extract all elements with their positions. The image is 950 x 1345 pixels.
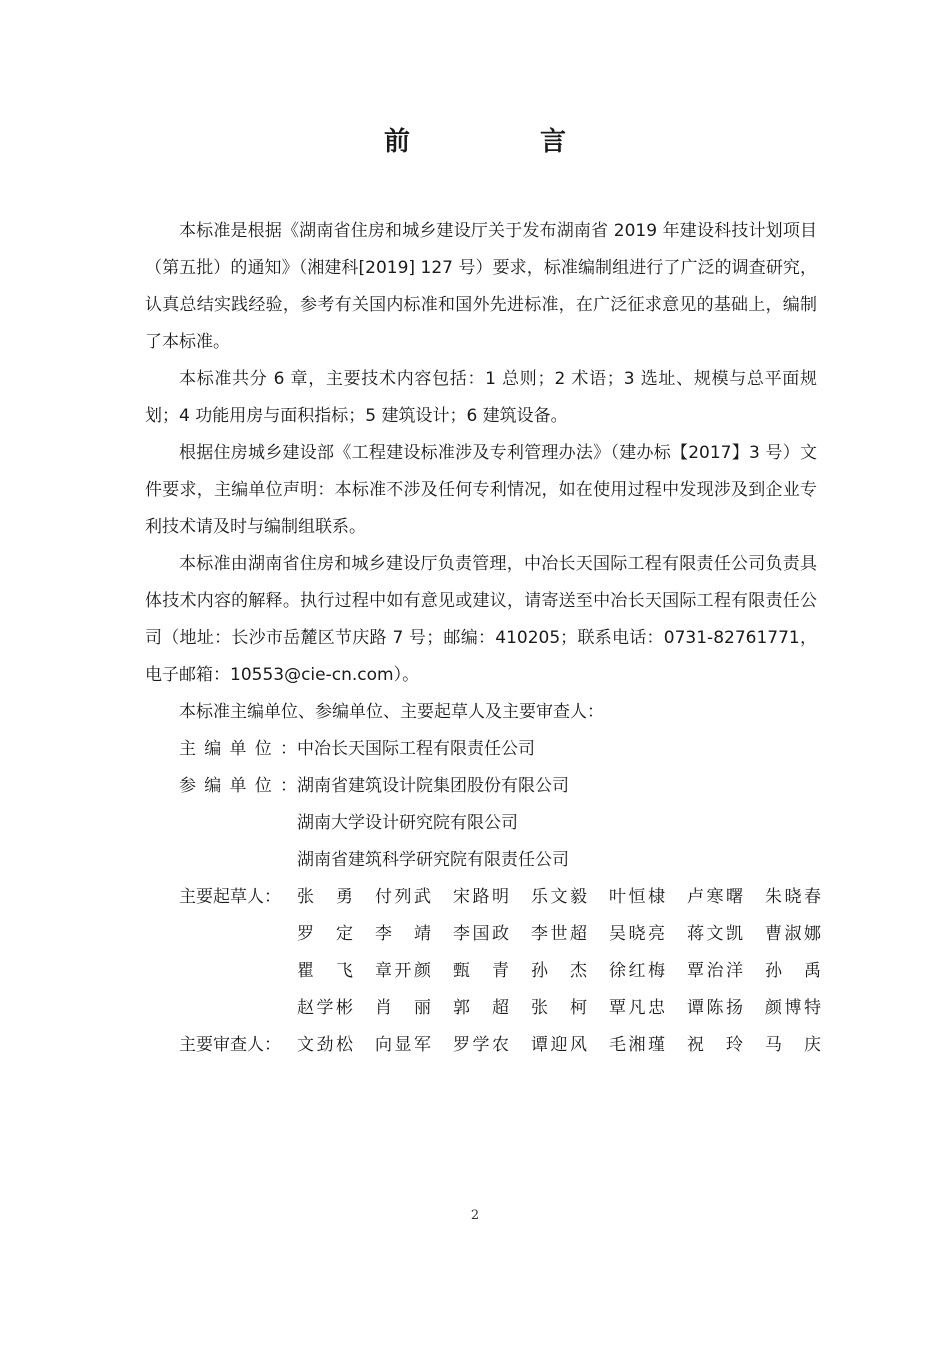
drafter-name: 赵学彬 [297,998,353,1018]
drafter-name: 颜博特 [765,998,821,1018]
participating-units-label: 参 编 单 位 ： [179,776,297,796]
drafter-name: 谭陈扬 [687,998,743,1018]
drafter-name: 李国政 [453,924,509,944]
reviewers-grid [297,1027,843,1064]
drafter-name: 叶恒棣 [609,887,665,907]
reviewer-name: 文劲松 [297,1035,353,1055]
drafter-name: 吴晓亮 [609,924,665,944]
drafter-name: 瞿 飞 [297,961,353,981]
participating-units-row [145,768,817,879]
paragraph-management: 本标准由湖南省住房和城乡建设厅负责管理，中冶长天国际工程有限责任公司负责具体技术内容的解释。执行过程中如有意见或建议，请寄送至中冶长天国际工程有限责任公司（地址：长沙市岳麓区节庆路 7 号；邮编：410205；联系电话：0731-82761771，电子邮箱：10553@cie-cn.com）。 [145,554,817,685]
drafters-row [145,879,821,1027]
drafter-name: 李 靖 [375,924,431,944]
drafter-name: 郭 超 [453,998,509,1018]
reviewer-name: 向显军 [375,1035,431,1055]
chief-unit-label: 主 编 单 位 ： [179,739,297,759]
paragraph-basis: 本标准是根据《湖南省住房和城乡建设厅关于发布湖南省 2019 年建设科技计划项目（第五批）的通知》（湘建科[2019] 127 号）要求，标准编制组进行了广泛的调查研究，认真总结实践经验，参考有关国内标准和国外先进标准，在广泛征求意见的基础上，编制了本标准。 [145,221,817,352]
chief-unit-name: 中冶长天国际工程有限责任公司 [297,739,535,759]
drafter-name: 覃治洋 [687,961,743,981]
drafter-name: 孙 禹 [765,961,821,981]
reviewer-name: 祝 玲 [687,1035,743,1055]
reviewer-name: 毛湘瑾 [609,1035,665,1055]
preface-body [145,213,821,1064]
drafter-name: 章开颜 [375,961,431,981]
reviewers-label: 主要审查人： [179,1035,281,1055]
drafter-name: 徐红梅 [609,961,665,981]
drafter-name: 曹淑娜 [765,924,821,944]
drafter-name: 李世超 [531,924,587,944]
drafter-name: 甄 青 [453,961,509,981]
reviewer-name: 谭迎风 [531,1035,587,1055]
drafter-name: 宋路明 [453,887,509,907]
drafter-name: 肖 丽 [375,998,431,1018]
drafter-name: 付列武 [375,887,431,907]
drafter-name: 孙 杰 [531,961,587,981]
drafter-name: 张 勇 [297,887,353,907]
drafter-name: 罗 定 [297,924,353,944]
drafters-label: 主要起草人： [179,887,281,907]
chief-unit-row [145,731,817,768]
reviewer-name: 罗学农 [453,1035,509,1055]
drafter-name: 卢寒曙 [687,887,743,907]
paragraph-units-intro: 本标准主编单位、参编单位、主要起草人及主要审查人： [179,702,604,722]
paragraph-contents: 本标准共分 6 章，主要技术内容包括：1 总则；2 术语；3 选址、规模与总平面规划；4 功能用房与面积指标；5 建筑设计；6 建筑设备。 [145,369,817,426]
drafter-name: 覃凡忠 [609,998,665,1018]
page-number: 2 [470,1208,480,1223]
chief-unit-names [297,731,535,768]
participating-unit-name: 湖南大学设计研究院有限公司 [297,813,518,833]
reviewers-row [145,1027,821,1064]
reviewer-name: 马 庆 [765,1035,821,1055]
page-title: 前 言 [383,127,618,157]
participating-unit-name: 湖南省建筑设计院集团股份有限公司 [297,776,569,796]
paragraph-patent: 根据住房城乡建设部《工程建设标准涉及专利管理办法》（建办标【2017】3 号）文件要求，主编单位声明：本标准不涉及任何专利情况，如在使用过程中发现涉及到企业专利技术请及时与编制组联系。 [145,443,817,537]
drafter-name: 乐文毅 [531,887,587,907]
drafter-name: 朱晓春 [765,887,821,907]
participating-units-names [297,768,569,879]
drafter-name: 张 柯 [531,998,587,1018]
participating-unit-name: 湖南省建筑科学研究院有限责任公司 [297,850,569,870]
drafter-name: 蒋文凯 [687,924,743,944]
drafters-grid [297,879,843,1027]
